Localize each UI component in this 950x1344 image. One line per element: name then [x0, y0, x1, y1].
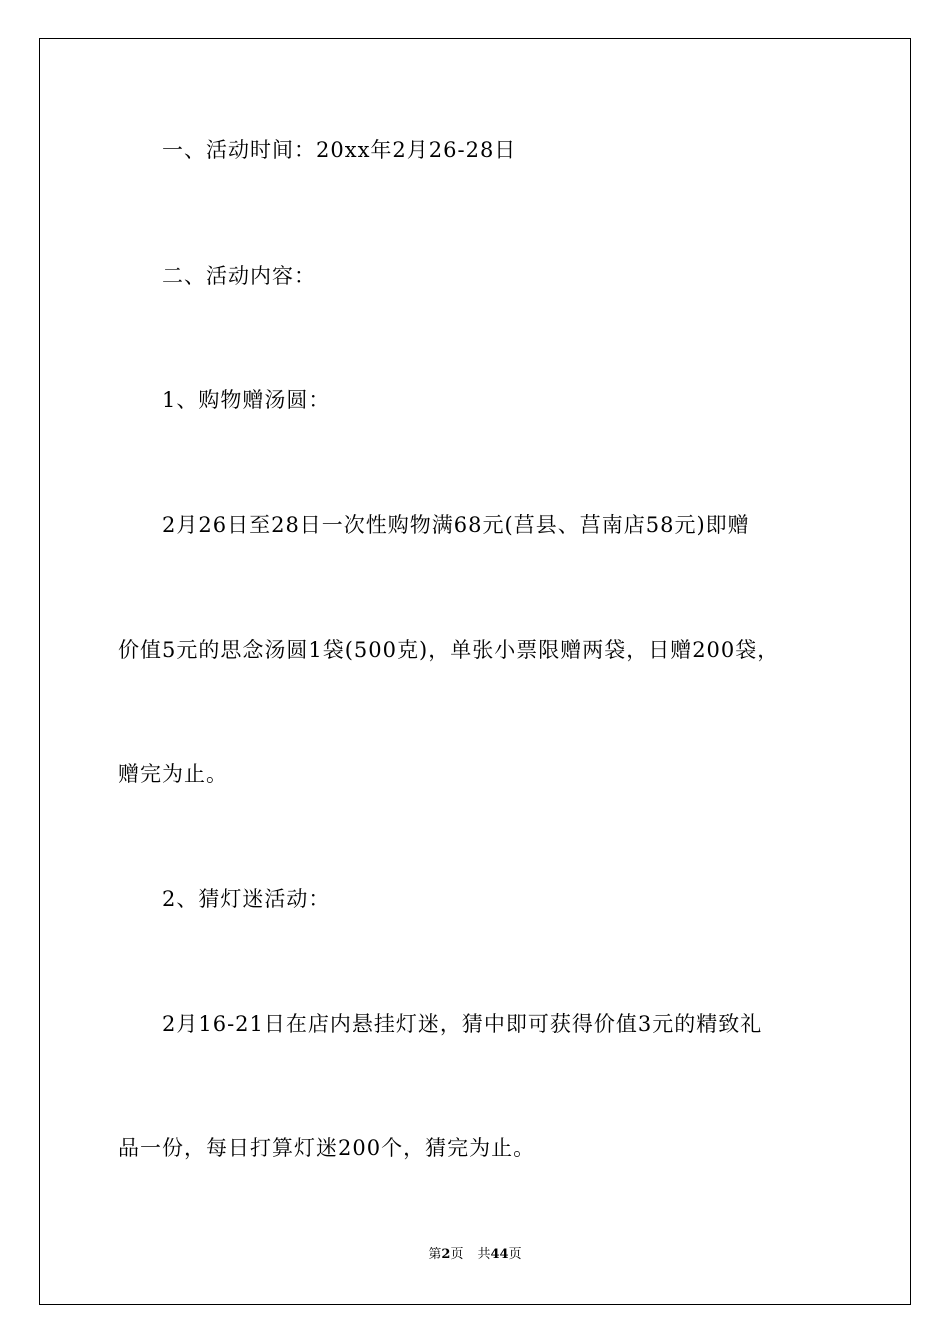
subheading-shopping-gift: 1、购物赠汤圆：	[162, 388, 331, 412]
footer-page-number: 2	[441, 1247, 451, 1262]
section-heading-content: 二、活动内容：	[162, 264, 316, 288]
page-footer	[0, 1246, 950, 1264]
footer-total-pages: 44	[490, 1247, 509, 1262]
page-border	[39, 38, 911, 1305]
paragraph-line: 价值5元的思念汤圆1袋(500克)，单张小票限赠两袋，日赠200袋，	[118, 638, 780, 662]
section-heading-time: 一、活动时间：20xx年2月26-28日	[162, 138, 517, 162]
paragraph-line: 品一份，每日打算灯迷200个，猜完为止。	[118, 1136, 536, 1160]
paragraph-line: 赠完为止。	[118, 762, 228, 786]
footer-page-prefix: 第	[428, 1247, 442, 1262]
footer-total-prefix: 共	[477, 1247, 491, 1262]
subheading-lantern-riddles: 2、猜灯迷活动：	[162, 887, 331, 911]
paragraph-line: 2月26日至28日一次性购物满68元(莒县、莒南店58元)即赠	[162, 513, 750, 537]
paragraph-line: 2月16-21日在店内悬挂灯迷，猜中即可获得价值3元的精致礼	[162, 1012, 763, 1036]
footer-total-suffix: 页	[508, 1247, 522, 1262]
footer-page-suffix: 页	[450, 1247, 464, 1262]
